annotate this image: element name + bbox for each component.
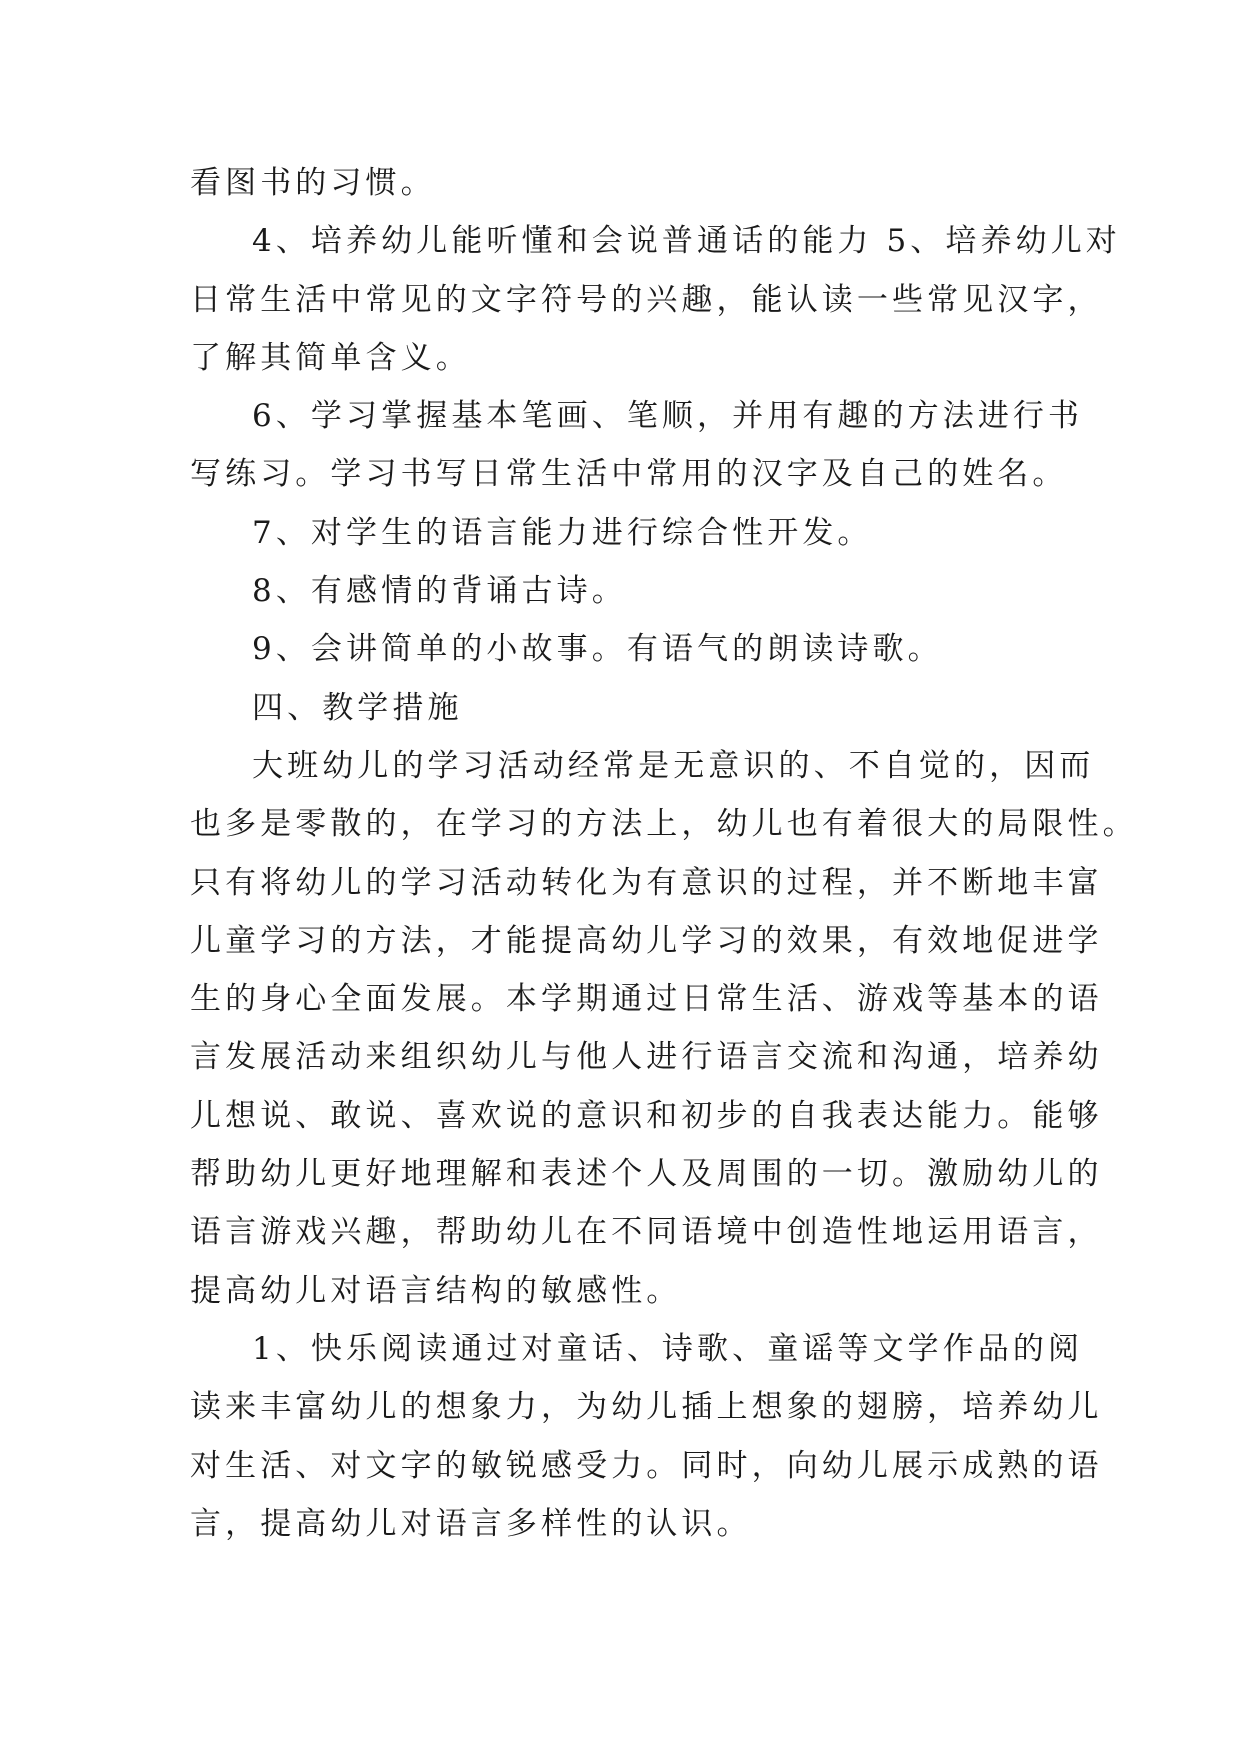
text-line: 6、学习掌握基本笔画、笔顺，并用有趣的方法进行书: [252, 398, 1084, 435]
text-line: 9、会讲简单的小故事。有语气的朗读诗歌。: [252, 631, 943, 668]
text-line: 写练习。学习书写日常生活中常用的汉字及自己的姓名。: [190, 456, 1068, 493]
text-line: 4、培养幼儿能听懂和会说普通话的能力 5、培养幼儿对: [252, 223, 1121, 260]
text-line: 1、快乐阅读通过对童话、诗歌、童谣等文学作品的阅: [252, 1330, 1084, 1367]
text-line: 言，提高幼儿对语言多样性的认识。: [190, 1505, 752, 1542]
text-line: 儿童学习的方法，才能提高幼儿学习的效果，有效地促进学: [190, 922, 1103, 959]
text-line: 也多是零散的，在学习的方法上，幼儿也有着很大的局限性。: [190, 806, 1138, 843]
text-line: 读来丰富幼儿的想象力，为幼儿插上想象的翅膀，培养幼儿: [190, 1389, 1103, 1426]
text-line: 大班幼儿的学习活动经常是无意识的、不自觉的，因而: [252, 747, 1095, 784]
paragraph-0: [190, 154, 1060, 212]
text-line: 8、有感情的背诵古诗。: [252, 573, 627, 610]
text-line: 生的身心全面发展。本学期通过日常生活、游戏等基本的语: [190, 981, 1103, 1018]
text-line: 言发展活动来组织幼儿与他人进行语言交流和沟通，培养幼: [190, 1039, 1103, 1076]
text-line: 对生活、对文字的敏锐感受力。同时，向幼儿展示成熟的语: [190, 1447, 1103, 1484]
text-line: 四、教学措施: [252, 689, 463, 726]
text-line: 7、对学生的语言能力进行综合性开发。: [252, 514, 873, 551]
text-line: 看图书的习惯。: [190, 165, 436, 201]
section-heading: [190, 679, 1060, 737]
document-body: [190, 154, 1138, 1553]
text-line: 了解其简单含义。: [190, 339, 471, 376]
paragraph-2: [190, 387, 1084, 504]
text-line: 帮助幼儿更好地理解和表述个人及周围的一切。激励幼儿的: [190, 1156, 1103, 1193]
text-line: 日常生活中常见的文字符号的兴趣，能认读一些常见汉字，: [190, 281, 1103, 318]
text-line: 提高幼儿对语言结构的敏感性。: [190, 1272, 682, 1309]
paragraph-3: [190, 504, 1060, 562]
text-line: 儿想说、敢说、喜欢说的意识和初步的自我表达能力。能够: [190, 1097, 1103, 1134]
text-line: 只有将幼儿的学习活动转化为有意识的过程，并不断地丰富: [190, 864, 1103, 901]
paragraph-5: [190, 620, 1060, 678]
text-line: 语言游戏兴趣，帮助幼儿在不同语境中创造性地运用语言，: [190, 1214, 1103, 1251]
paragraph-1: [190, 212, 1121, 387]
paragraph-4: [190, 562, 1060, 620]
paragraph-7: [190, 737, 1138, 1320]
paragraph-8: [190, 1320, 1103, 1553]
